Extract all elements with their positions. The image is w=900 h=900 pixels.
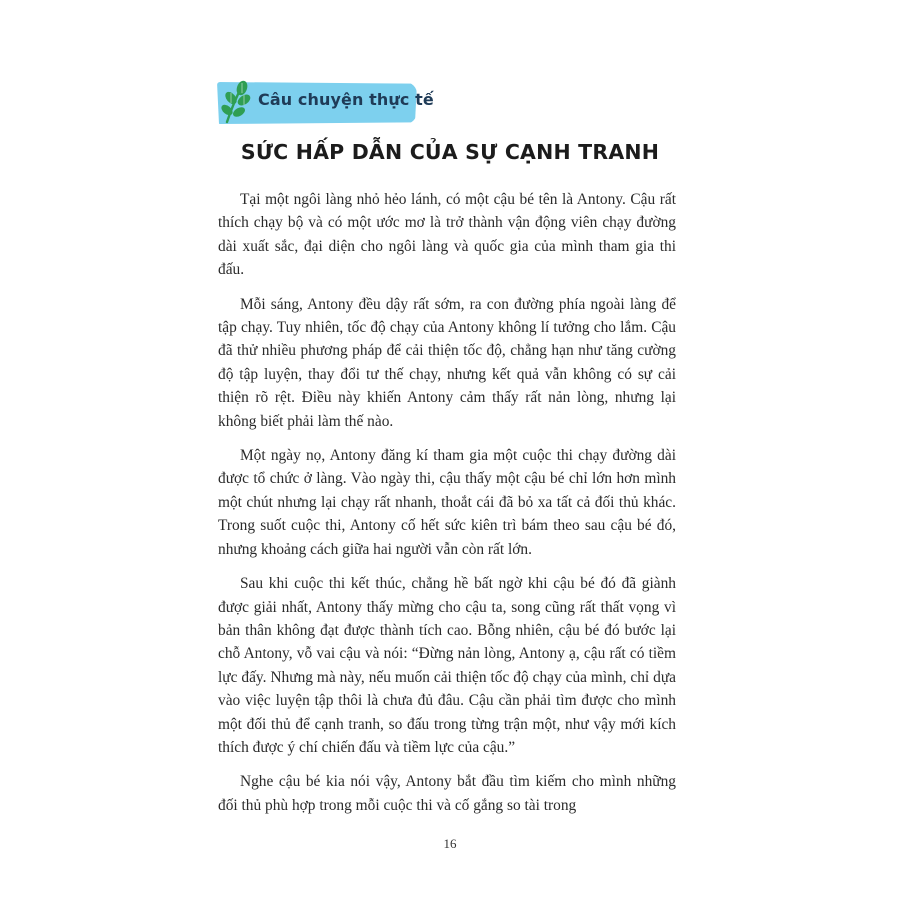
section-label: Câu chuyện thực tế [258,90,434,109]
paragraph: Một ngày nọ, Antony đăng kí tham gia một cuộc thi chạy đường dài được tổ chức ở làng. Vào ngày thi, cậu thấy một cậu bé chỉ lớn hơn mình một chút nhưng lại chạy rất nhanh, thoắt cái đã bỏ xa tất cả đối thủ khác. Trong suốt cuộc thi, Antony cố hết sức kiên trì bám theo sau cậu bé đó, nhưng khoảng cách giữa hai người vẫn còn rất lớn. [218,447,676,558]
paragraph: Tại một ngôi làng nhỏ hẻo lánh, có một cậu bé tên là Antony. Cậu rất thích chạy bộ và có một ước mơ là trở thành vận động viên chạy đường dài xuất sắc, đại diện cho ngôi làng và quốc gia của mình tham gia thi đấu. [218,191,676,279]
paragraph: Sau khi cuộc thi kết thúc, chẳng hề bất ngờ khi cậu bé đó đã giành được giải nhất, Antony thấy mừng cho cậu ta, song cũng rất thất vọng vì bản thân không đạt được thành tích cao. Bỗng nhiên, cậu bé đó bước lại chỗ Antony, vỗ vai cậu và nói: “Đừng nản lòng, Antony ạ, cậu rất có tiềm lực đấy. Nhưng mà này, nếu muốn cải thiện tốc độ chạy của mình, chỉ dựa vào việc luyện tập thôi là chưa đủ đâu. Cậu cần phải tìm được cho mình một đối thủ để cạnh tranh, so đấu trong từng trận một, như vậy mới kích thích được ý chí chiến đấu và tiềm lực của cậu.” [218,575,676,756]
page-title: SỨC HẤP DẪN CỦA SỰ CẠNH TRANH [240,140,660,164]
paragraph: Nghe cậu bé kia nói vậy, Antony bắt đầu tìm kiếm cho mình những đối thủ phù hợp trong mỗi cuộc thi và cố gắng so tài trong [218,773,676,814]
story-body [218,188,676,828]
page-number: 16 [443,836,457,851]
leaf-sprig-icon [217,80,259,124]
paragraph: Mỗi sáng, Antony đều dậy rất sớm, ra con đường phía ngoài làng để tập chạy. Tuy nhiên, tốc độ chạy của Antony không lí tưởng cho lắm. Cậu đã thử nhiều phương pháp để cải thiện tốc độ, chẳng hạn như tăng cường độ tập luyện, thay đổi tư thế chạy, nhưng kết quả vẫn không có sự cải thiện rõ rệt. Điều này khiến Antony cảm thấy rất nản lòng, nhưng lại không biết phải làm thế nào. [218,295,676,430]
